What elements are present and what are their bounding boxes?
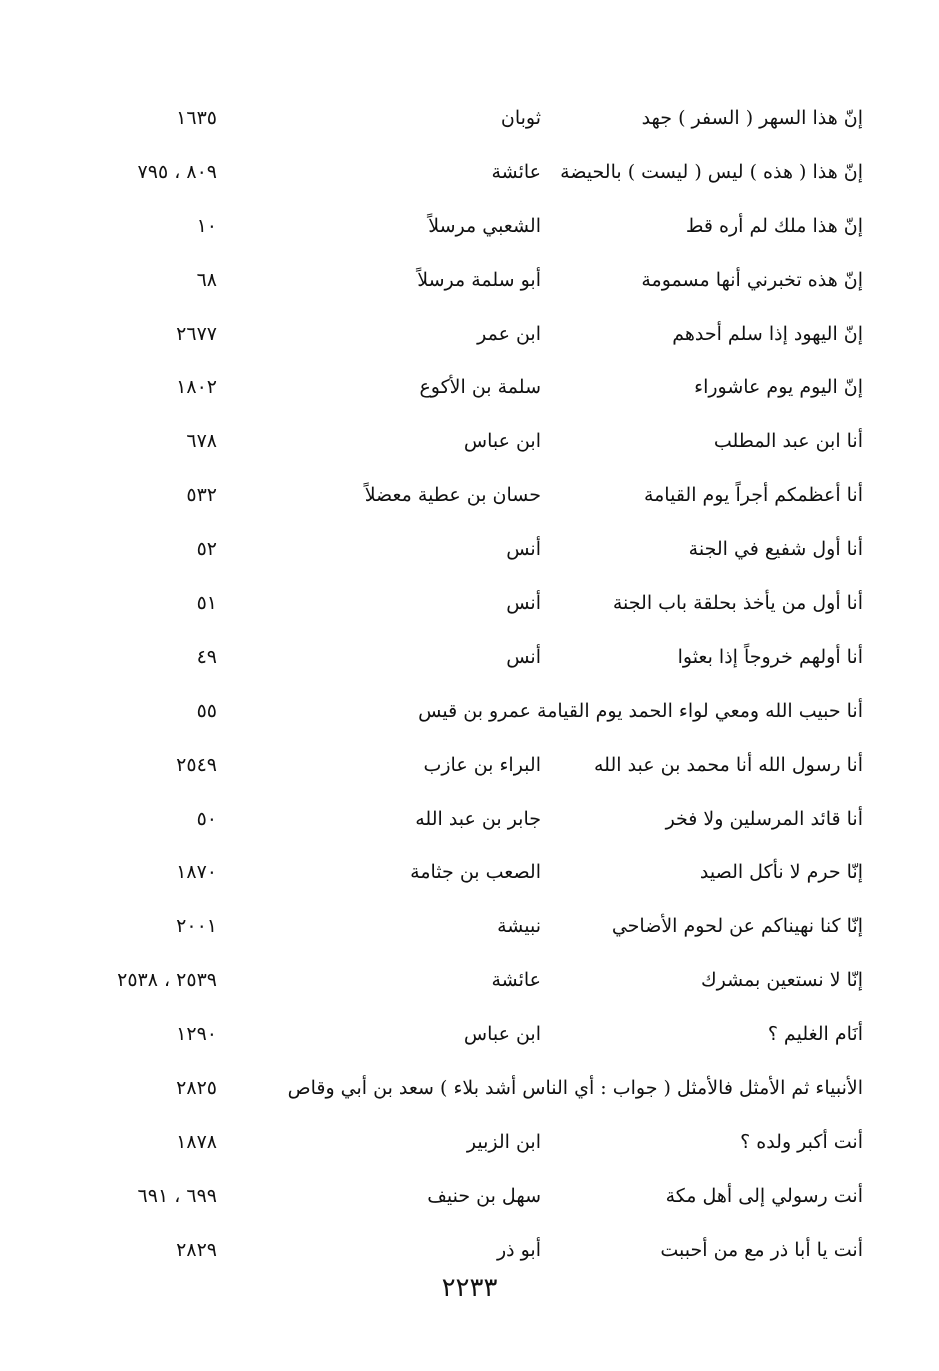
reference-number: ٢٠٠١ xyxy=(176,915,217,938)
index-entry xyxy=(0,631,939,685)
index-entry xyxy=(0,469,939,523)
hadith-text: أنا أولهم خروجاً إذا بعثوا xyxy=(677,645,863,668)
hadith-text: إنّا حرم لا نأكل الصيد xyxy=(699,861,863,884)
reference-number: ٦٨ xyxy=(196,268,217,291)
index-entry xyxy=(0,1224,939,1278)
index-entry xyxy=(0,92,939,146)
index-entry xyxy=(0,846,939,900)
reference-number: ١٨٧٨ xyxy=(176,1130,217,1153)
narrator: الشعبي مرسلاً xyxy=(428,214,541,237)
reference-number: ١٢٩٠ xyxy=(176,1023,217,1046)
index-entry xyxy=(0,1008,939,1062)
narrator: سهل بن حنيف xyxy=(427,1184,541,1207)
reference-number: ٨٠٩ ، ٧٩٥ xyxy=(137,160,217,183)
narrator: ابن عباس xyxy=(463,1023,541,1046)
page-number: ٢٢٣٣ xyxy=(441,1273,498,1303)
hadith-text: أنا أول شفيع في الجنة xyxy=(688,538,863,561)
index-entry xyxy=(0,577,939,631)
index-entry xyxy=(0,523,939,577)
reference-number: ٢٦٧٧ xyxy=(176,322,217,345)
index-entry xyxy=(0,146,939,200)
reference-number: ١٨٧٠ xyxy=(176,861,217,884)
reference-number: ٢٨٢٥ xyxy=(176,1077,217,1100)
hadith-text: أنا ابن عبد المطلب xyxy=(713,430,863,453)
index-entry xyxy=(0,1170,939,1224)
index-entry xyxy=(0,1062,939,1116)
hadith-text: أنا رسول الله أنا محمد بن عبد الله xyxy=(594,753,863,776)
narrator: نبيشة xyxy=(497,915,541,938)
narrator: أبو ذر xyxy=(496,1238,541,1261)
reference-number: ٥٣٢ xyxy=(186,484,217,507)
narrator: سلمة بن الأكوع xyxy=(419,376,541,399)
narrator: ابن عمر xyxy=(477,322,541,345)
reference-number: ٢٨٢٩ xyxy=(176,1238,217,1261)
hadith-text: أنَام الغليم ؟ xyxy=(767,1023,863,1046)
hadith-text: أنت أكبر ولده ؟ xyxy=(740,1130,863,1153)
reference-number: ١٨٠٢ xyxy=(176,376,217,399)
reference-number: ٥٠ xyxy=(196,807,217,830)
reference-number: ٢٥٤٩ xyxy=(176,753,217,776)
index-entry xyxy=(0,900,939,954)
narrator: أنس xyxy=(506,592,541,615)
hadith-text: إنّا كنا نهيناكم عن لحوم الأضاحي xyxy=(611,915,863,938)
reference-number: ١٠ xyxy=(196,214,217,237)
hadith-text: أنا قائد المرسلين ولا فخر xyxy=(665,807,863,830)
hadith-text: إنّ هذا ( هذه ) ليس ( ليست ) بالحيضة xyxy=(560,160,863,183)
hadith-text: أنا أول من يأخذ بحلقة باب الجنة xyxy=(612,592,863,615)
reference-number: ٦٧٨ xyxy=(186,430,217,453)
reference-number: ٥١ xyxy=(196,592,217,615)
hadith-text: أنا حبيب الله ومعي لواء الحمد يوم القيامة عمرو بن قيس xyxy=(418,699,863,722)
narrator: الصعب بن جثامة xyxy=(410,861,541,884)
hadith-text: إنّ اليوم يوم عاشوراء xyxy=(694,376,863,399)
narrator: حسان بن عطية معضلاً xyxy=(364,484,541,507)
index-entry xyxy=(0,954,939,1008)
index-entry xyxy=(0,200,939,254)
reference-number: ٥٥ xyxy=(196,699,217,722)
index-entry xyxy=(0,254,939,308)
hadith-text: أنت يا أبا ذر مع من أحببت xyxy=(660,1238,863,1261)
narrator: أنس xyxy=(506,645,541,668)
index-entry xyxy=(0,415,939,469)
reference-number: ٥٢ xyxy=(196,538,217,561)
hadith-index-list xyxy=(0,92,939,1278)
index-entry xyxy=(0,793,939,847)
hadith-text: أنت رسولي إلى أهل مكة xyxy=(665,1184,863,1207)
reference-number: ٢٥٣٩ ، ٢٥٣٨ xyxy=(117,969,217,992)
index-entry xyxy=(0,739,939,793)
narrator: عائشة xyxy=(491,969,541,992)
index-entry xyxy=(0,1116,939,1170)
hadith-text: إنّ هذه تخبرني أنها مسمومة xyxy=(641,268,863,291)
narrator: أنس xyxy=(506,538,541,561)
hadith-text: الأنبياء ثم الأمثل فالأمثل ( جواب : أي الناس أشد بلاء ) سعد بن أبي وقاص xyxy=(287,1077,863,1100)
index-entry xyxy=(0,685,939,739)
hadith-text: إنّ اليهود إذا سلم أحدهم xyxy=(672,322,863,345)
reference-number: ٦٩٩ ، ٦٩١ xyxy=(137,1184,217,1207)
index-entry xyxy=(0,361,939,415)
hadith-text: إنّ هذا ملك لم أره قط xyxy=(685,214,863,237)
narrator: جابر بن عبد الله xyxy=(415,807,541,830)
index-entry xyxy=(0,308,939,362)
hadith-text: إنّ هذا السهر ( السفر ) جهد xyxy=(641,107,863,129)
reference-number: ١٦٣٥ xyxy=(176,107,217,129)
narrator: ثوبان xyxy=(500,107,541,129)
hadith-text: أنا أعظمكم أجراً يوم القيامة xyxy=(643,484,863,507)
hadith-text: إنّا لا نستعين بمشرك xyxy=(700,969,863,992)
narrator: عائشة xyxy=(491,160,541,183)
narrator: ابن عباس xyxy=(463,430,541,453)
narrator: البراء بن عازب xyxy=(423,753,541,776)
reference-number: ٤٩ xyxy=(196,645,217,668)
narrator: أبو سلمة مرسلاً xyxy=(417,268,541,291)
narrator: ابن الزبير xyxy=(466,1130,541,1153)
